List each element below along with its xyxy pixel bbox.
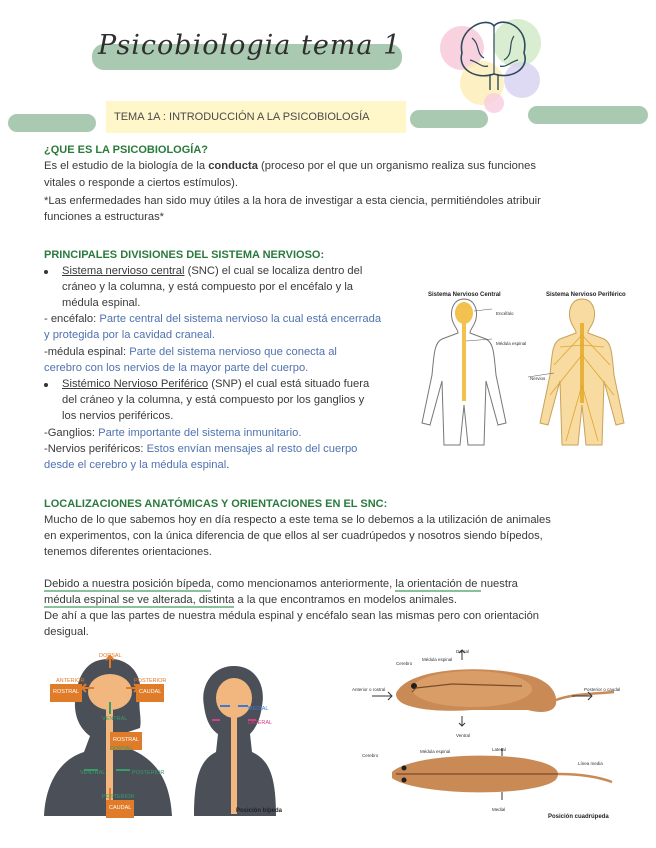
page-title: Psicobiologia tema 1 <box>98 30 402 61</box>
brain-logo-icon <box>432 8 552 118</box>
fig2-posterior: POSTERIOR <box>134 678 167 684</box>
s3-p7: desigual. <box>44 626 89 638</box>
s1-p1-post: (proceso por el que un organismo realiza sus funciones <box>257 160 536 172</box>
s3-p6: De ahí a que las partes de nuestra médula espinal y encéfalo sean las mismas pero con orientación <box>44 610 540 622</box>
s1-p1-pre: Es el estudio de la biología de la <box>44 160 209 172</box>
s2-b2-l3: los nervios periféricos. <box>62 410 174 422</box>
fig3-medial: Medial <box>492 807 506 812</box>
s1-p2: vitales o responde a ciertos estímulos). <box>44 177 239 189</box>
s2-encefalo-l2: y protegida por la cavidad craneal. <box>44 329 216 341</box>
fig3-ventral: Ventral <box>456 733 471 738</box>
s2-nervios <box>44 442 357 458</box>
lbl-encefalo: Encéfalo <box>496 311 514 316</box>
s2-heading: PRINCIPALES DIVISIONES DEL SISTEMA NERVIOSO: <box>44 249 325 261</box>
fig2-posterior-2: POSTERIOR <box>132 770 165 776</box>
bullet-dot <box>44 270 48 274</box>
s3-p4-highlight-a: Debido a nuestra posición bípeda <box>44 578 211 590</box>
fig3-medula: Médula espinal <box>422 657 453 662</box>
nervous-system-figure <box>404 283 642 447</box>
fig2-rostral: ROSTRAL <box>50 684 82 702</box>
topic-banner <box>106 101 406 133</box>
topic-banner-text: TEMA 1A : INTRODUCCIÓN A LA PSICOBIOLOGÍA <box>114 111 370 123</box>
s2-b1 <box>62 264 362 280</box>
rat-illustrations-icon <box>352 644 624 820</box>
snp-figure-title: Sistema Nervioso Periférico <box>546 292 626 298</box>
fig3-dorsal: Dorsal <box>456 649 470 654</box>
s1-heading: ¿QUE ES LA PSICOBIOLOGÍA? <box>44 144 208 156</box>
body-silhouettes-icon <box>404 295 642 447</box>
s2-b1-underlined: Sistema nervioso central <box>62 265 185 277</box>
s2-nervios-def: Estos envían mensajes al resto del cuerpo <box>146 443 358 455</box>
fig2-posterior-3: POSTERIOR <box>102 794 135 800</box>
s2-ganglios-def: Parte importante del sistema inmunitario. <box>98 427 302 439</box>
s2-medula-l2: cerebro con los nervios de la mayor parte del cuerpo. <box>44 362 309 374</box>
fig2-caption: Posición bípeda <box>236 808 283 814</box>
s2-nervios-end: . <box>226 459 230 471</box>
s2-encefalo-def: Parte central del sistema nervioso la cual está encerrada <box>99 313 382 325</box>
s3-p4-d: nuestra <box>480 578 518 590</box>
s3-p1: Mucho de lo que sabemos hoy en día respecto a este tema se lo debemos a la utilización de animales <box>44 514 551 526</box>
s2-nervios-def-2: desde el cerebro y la médula espinal <box>44 459 227 471</box>
s3-p5-b: a la que encontramos en modelos animales. <box>234 594 457 606</box>
s2-medula-def: Parte del sistema nervioso que conecta al <box>129 346 337 358</box>
s2-ganglios <box>44 426 301 442</box>
s2-encefalo-label: - encéfalo: <box>44 313 100 325</box>
snc-figure-title: Sistema Nervioso Central <box>428 292 501 298</box>
s2-b2-underlined: Sistémico Nervioso Periférico <box>62 378 209 390</box>
fig3-cerebro-2: Cerebro <box>362 753 379 758</box>
fig2-rostral-2: ROSTRAL <box>110 732 142 750</box>
s2-b1-l2: cráneo y la columna, y está compuesto por el encéfalo y la <box>62 281 354 293</box>
s2-medula <box>44 345 337 361</box>
fig2-medial: MEDIAL <box>248 706 269 712</box>
left-pill <box>8 114 96 132</box>
fig2-caudal: CAUDAL <box>136 684 164 702</box>
fig3-linea-media: Línea media <box>578 761 603 766</box>
fig3-anterior: Anterior o rostral <box>352 687 386 692</box>
s2-b1-l3: médula espinal. <box>62 297 141 309</box>
fig2-ventral: VENTRAL <box>102 716 128 722</box>
s2-medula-label: -médula espinal: <box>44 346 130 358</box>
lbl-nervios: Nervios <box>530 376 546 381</box>
s1-p1 <box>44 159 536 175</box>
fig3-caption: Posición cuadrúpeda <box>548 814 609 820</box>
s3-p2: en experimentos, con la única diferencia de que ellos al ser cuadrúpedos y nosotros siendo bípedos, <box>44 530 543 542</box>
s1-p1-bold: conducta <box>208 160 258 172</box>
s3-p4 <box>44 577 518 593</box>
s2-b1-rest: (SNC) el cual se localiza dentro del <box>184 265 363 277</box>
fig3-posterior: Posterior o caudal <box>584 687 621 692</box>
bullet-dot <box>44 383 48 387</box>
quadruped-figure <box>352 644 624 820</box>
s3-heading: LOCALIZACIONES ANATÓMICAS Y ORIENTACIONES EN EL SNC: <box>44 498 388 510</box>
lbl-medula: Médula espinal <box>496 341 527 346</box>
fig2-ventral-2: VENTRAL <box>80 770 106 776</box>
s2-ganglios-label: -Ganglios: <box>44 427 99 439</box>
s3-p5-highlight: médula espinal se ve alterada, distinta <box>44 594 235 606</box>
s2-b2-rest: (SNP) el cual está situado fuera <box>208 378 370 390</box>
s1-p4: funciones a estructuras* <box>44 211 165 223</box>
fig2-anterior: ANTERIOR <box>56 678 85 684</box>
s3-p4-highlight-c: la orientación de <box>395 578 481 590</box>
s3-p4-b: , como mencionamos anteriormente, <box>210 578 396 590</box>
fig2-dorsal: DORSAL <box>99 653 122 659</box>
s2-b2-l2: del cráneo y la columna, y está compuesto por los ganglios y <box>62 394 365 406</box>
s3-p3: tenemos diferentes orientaciones. <box>44 546 212 558</box>
fig2-dorsal-2: DORSAL <box>110 746 133 752</box>
fig2-caudal-2: CAUDAL <box>106 800 134 818</box>
s2-b2 <box>62 377 369 393</box>
s2-nervios-label: -Nervios periféricos: <box>44 443 147 455</box>
fig2-lateral: LATERAL <box>248 720 273 726</box>
s3-p5 <box>44 593 457 609</box>
s2-nervios-l2 <box>44 458 229 474</box>
fig3-lateral: Lateral <box>492 747 506 752</box>
fig3-medula-2: Médula espinal <box>420 749 451 754</box>
s1-p3: *Las enfermedades han sido muy útiles a la hora de investigar a esta ciencia, permitiéndoles atribuir <box>44 195 541 207</box>
bipedal-figure <box>44 648 283 816</box>
s2-encefalo <box>44 312 381 328</box>
fig3-cerebro: Cerebro <box>396 661 413 666</box>
